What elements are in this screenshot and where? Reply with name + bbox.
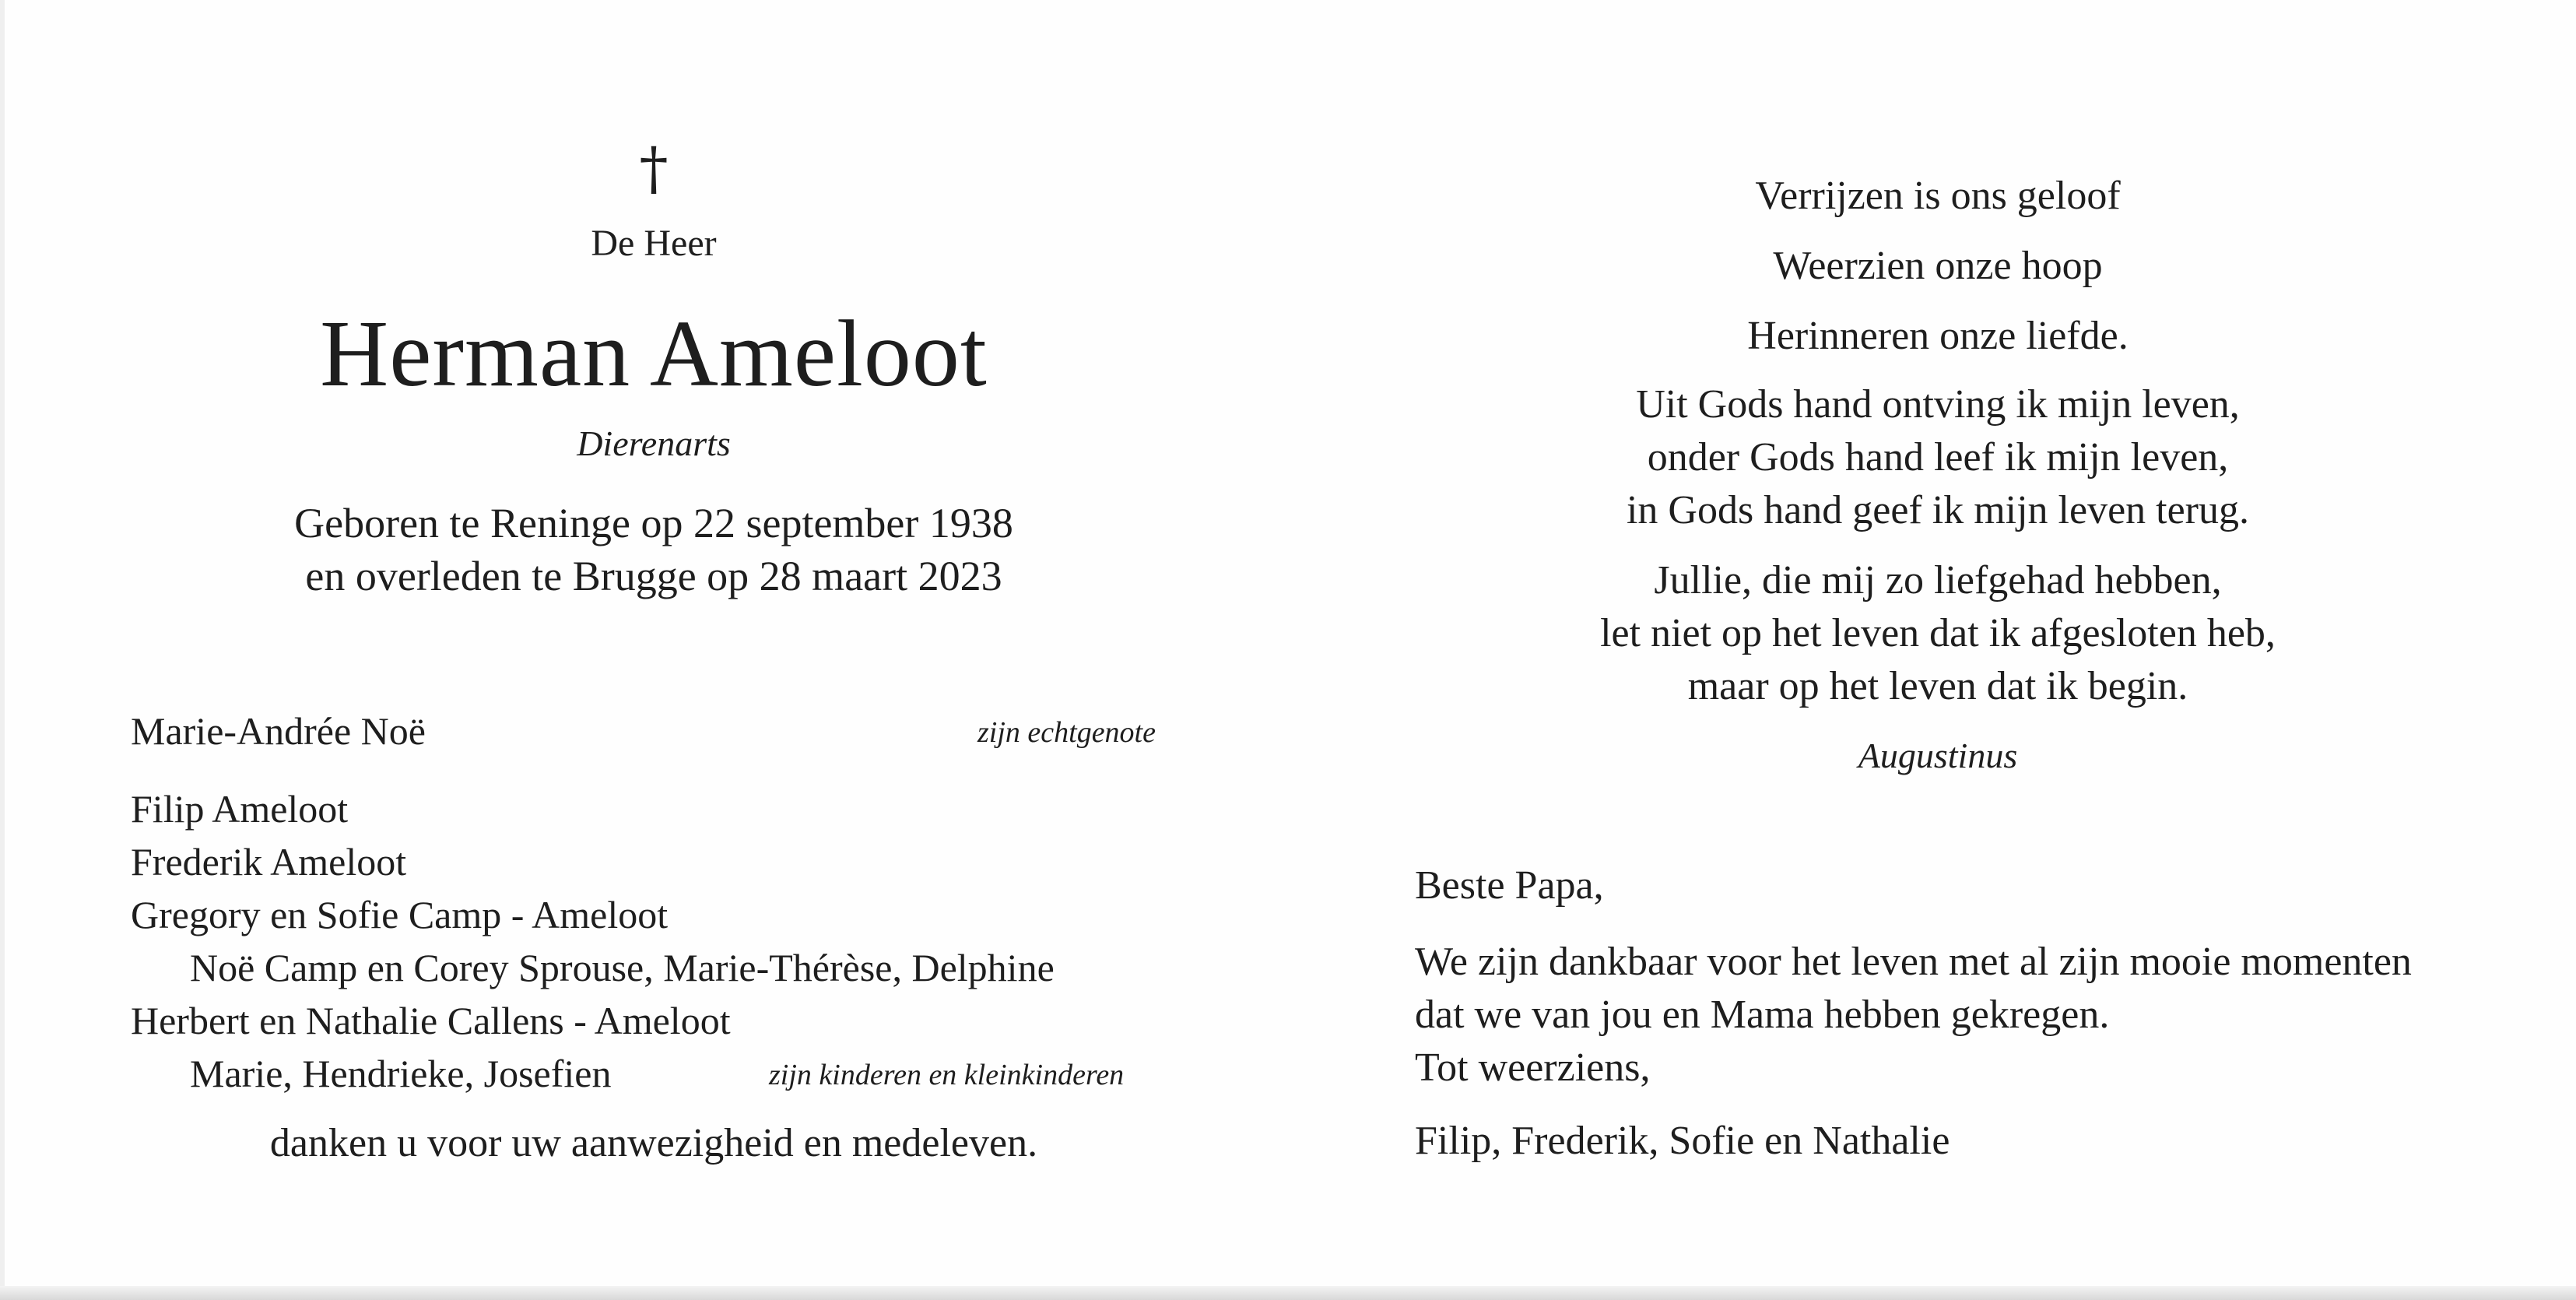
letter-line: dat we van jou en Mama hebben gekregen. (1415, 993, 2110, 1037)
family-line: Herbert en Nathalie Callens - Ameloot (131, 999, 731, 1042)
spouse-name: Marie-Andrée Noë (131, 709, 426, 753)
poem-line: onder Gods hand leef ik mijn leven, (1647, 435, 2229, 480)
poem-line: Verrijzen is ons geloof (1755, 174, 2121, 218)
family-role: zijn kinderen en kleinkinderen (769, 1059, 1125, 1091)
poem-line: Uit Gods hand ontving ik mijn leven, (1636, 382, 2240, 427)
profession: Dierenarts (577, 423, 731, 463)
poem-author: Augustinus (1858, 736, 2018, 775)
deceased-name: Herman Ameloot (320, 301, 988, 406)
card-edge-left (0, 0, 5, 1300)
poem-line: Jullie, die mij zo liefgehad hebben, (1654, 558, 2222, 603)
poem-line: maar op het leven dat ik begin. (1687, 664, 2188, 708)
family-line: Gregory en Sofie Camp - Ameloot (131, 893, 669, 936)
letter-line: Tot weerziens, (1415, 1045, 1651, 1090)
poem-line: in Gods hand geef ik mijn leven terug. (1626, 488, 2250, 532)
poem-line: Herinneren onze liefde. (1747, 314, 2129, 358)
family-line: Filip Ameloot (131, 787, 349, 831)
birth-line: Geboren te Reninge op 22 september 1938 (294, 500, 1013, 546)
letter-signature: Filip, Frederik, Sofie en Nathalie (1415, 1119, 1950, 1163)
family-line: Frederik Ameloot (131, 840, 407, 884)
family-line: Noë Camp en Corey Sprouse, Marie-Thérèse, Delphine (190, 946, 1055, 989)
letter-greeting: Beste Papa, (1415, 863, 1604, 908)
thanks-line: danken u voor uw aanwezigheid en medeleven. (269, 1121, 1038, 1165)
spouse-role: zijn echtgenote (977, 716, 1156, 749)
family-line: Marie, Hendrieke, Josefien (190, 1052, 612, 1095)
poem-line: let niet op het leven dat ik afgesloten heb, (1600, 611, 2276, 655)
death-line: en overleden te Brugge op 28 maart 2023 (305, 553, 1002, 599)
letter-line: We zijn dankbaar voor het leven met al zijn mooie momenten (1415, 940, 2412, 984)
poem-line: Weerzien onze hoop (1773, 244, 2103, 288)
salutation: De Heer (591, 223, 717, 264)
cross-icon: † (639, 135, 669, 202)
card-edge-bottom (0, 1286, 2576, 1300)
